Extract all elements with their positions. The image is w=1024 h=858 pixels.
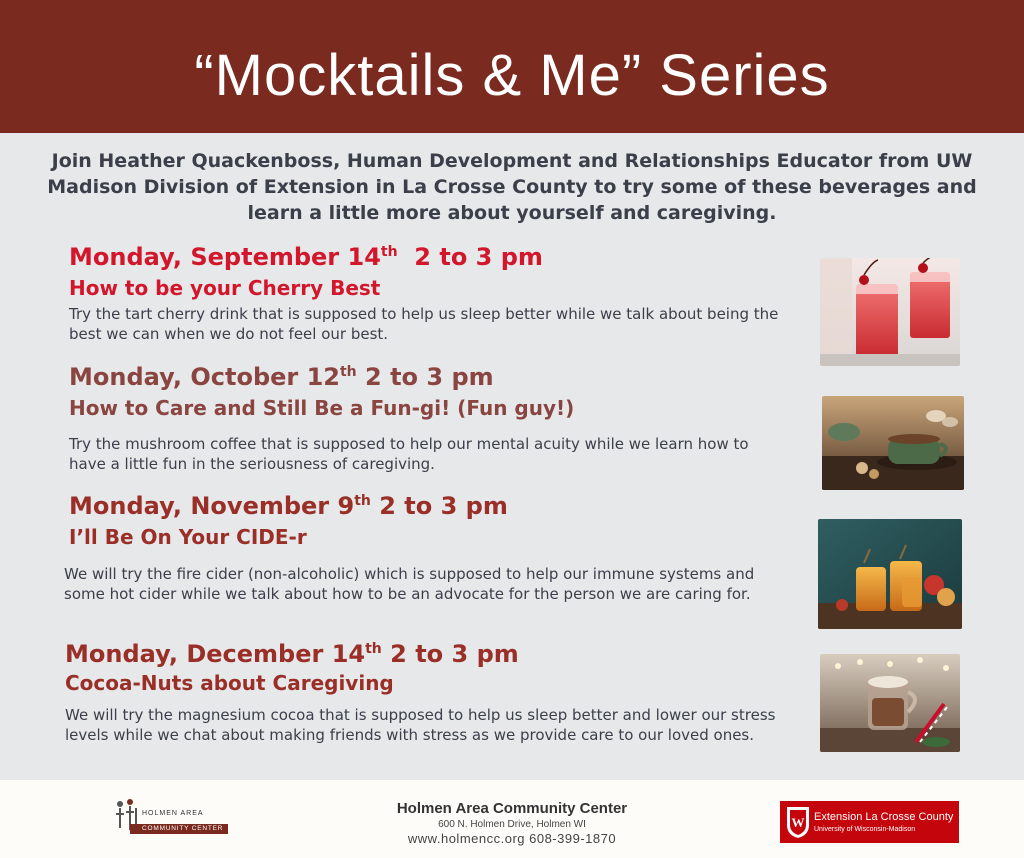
page-title: “Mocktails & Me” Series (194, 43, 830, 108)
header-banner (0, 0, 1024, 133)
event-title: How to Care and Still Be a Fun-gi! (Fun guy!) (69, 396, 575, 420)
event-description: Try the tart cherry drink that is supposed to help us sleep better while we talk about being the best we can when we do not feel our best. (69, 305, 779, 343)
event-title: I’ll Be On Your CIDE-r (69, 525, 307, 549)
cider-photo (818, 519, 962, 629)
center-website-phone: www.holmencc.org 608-399-1870 (407, 831, 617, 846)
cherry-drink-photo (820, 258, 960, 366)
event-title: Cocoa-Nuts about Caregiving (65, 671, 394, 695)
event-date: Monday, November 9th 2 to 3 pm (69, 492, 508, 520)
mushroom-coffee-photo (822, 396, 964, 490)
svg-text:W: W (791, 815, 805, 830)
extension-la-crosse-logo: W Extension La Crosse County University of Wisconsin-Madison (780, 801, 959, 843)
center-name: Holmen Area Community Center (396, 800, 628, 817)
event-description: Try the mushroom coffee that is supposed to help our mental acuity while we learn how to have a little fun in the seriousness of caregiving. (69, 435, 749, 473)
event-date: Monday, December 14th 2 to 3 pm (65, 640, 519, 668)
uw-crest-icon (785, 805, 811, 839)
cocoa-photo (820, 654, 960, 752)
event-description: We will try the fire cider (non-alcoholic) which is supposed to help our immune systems and some hot cider while we talk about how to be an advocate for the person we are caring for. (64, 565, 755, 603)
event-date: Monday, October 12th 2 to 3 pm (69, 363, 494, 391)
intro-text: Join Heather Quackenboss, Human Development and Relationships Educator from UW Madison Division of Extension in La Crosse County to try some of these beverages and learn a little more about yourself and caregiving. (47, 150, 977, 224)
event-title: How to be your Cherry Best (69, 276, 381, 300)
event-date: Monday, September 14th 2 to 3 pm (69, 243, 543, 271)
holmen-area-community-center-logo: HOLMEN AREA COMMUNITY CENTER (112, 798, 230, 840)
center-address: 600 N. Holmen Drive, Holmen WI (438, 819, 586, 830)
event-description: We will try the magnesium cocoa that is supposed to help us sleep better and lower our stress levels while we chat about making friends with stress as we provide care to our loved ones. (65, 706, 776, 744)
